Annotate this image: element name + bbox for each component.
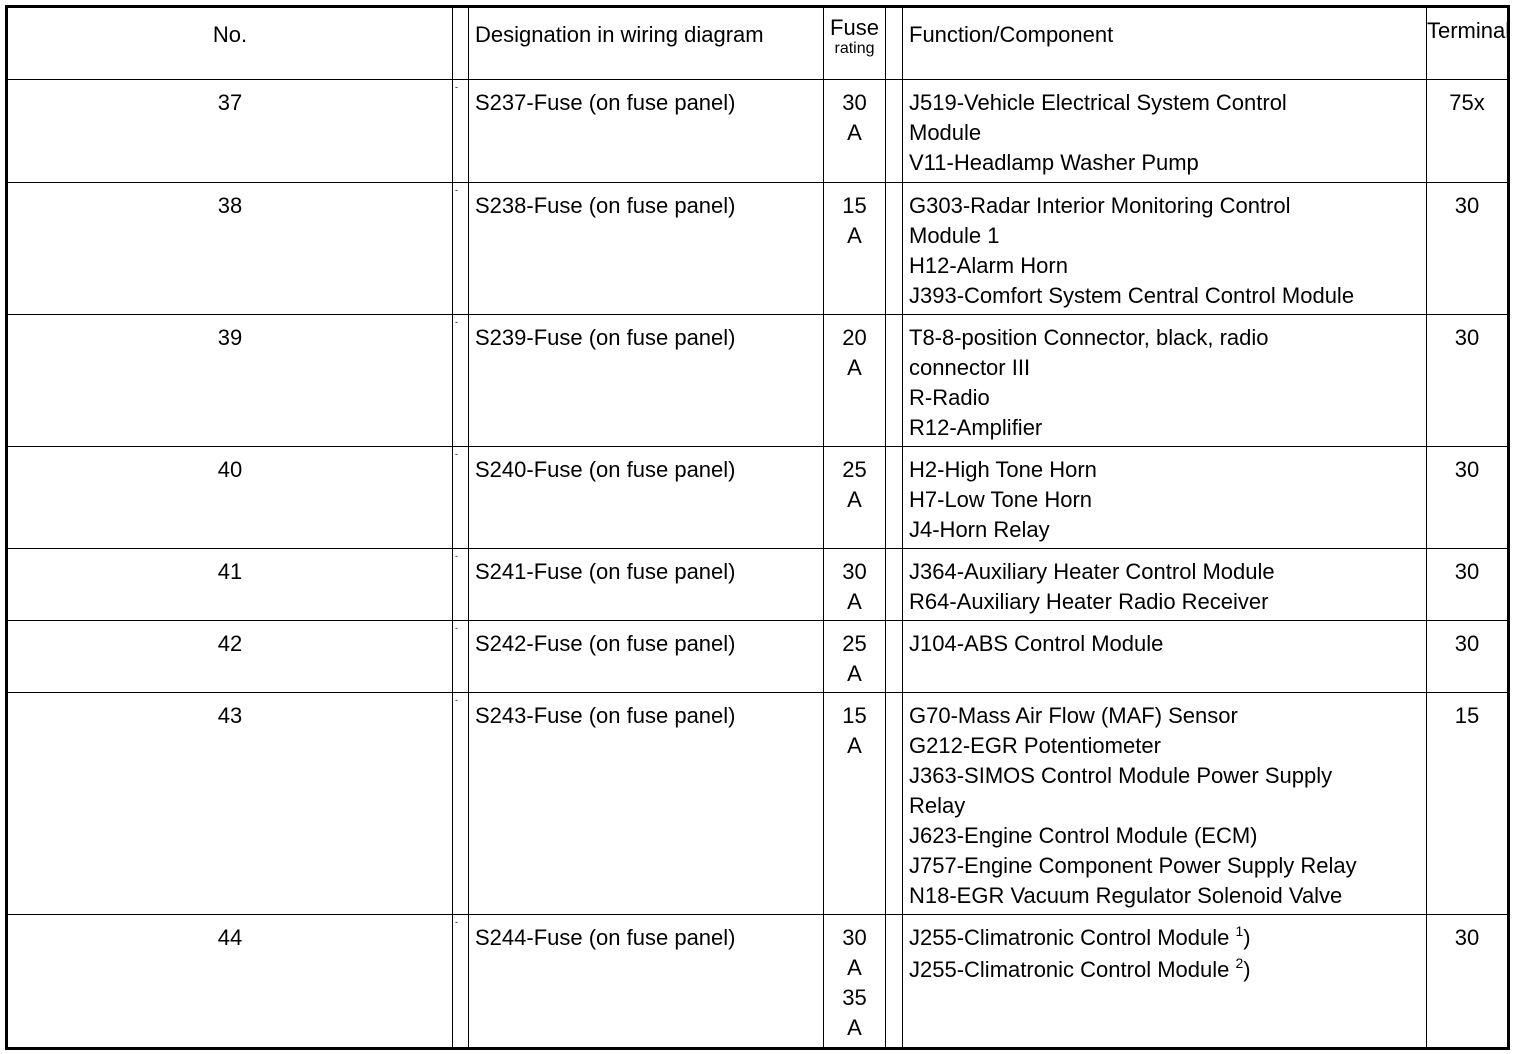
row-separator [453,549,469,621]
row-separator [453,915,469,1049]
designation-cell: S244-Fuse (on fuse panel) [469,915,824,1049]
table-row [7,183,1509,315]
component-tail: ) [1243,957,1251,982]
component-line [909,191,1426,221]
row-number: 44 [7,915,453,1049]
component-text: J519-Vehicle Electrical System Control [909,90,1287,115]
separator-mark: - [455,917,458,927]
row-separator [453,80,469,183]
designation-cell: S238-Fuse (on fuse panel) [469,183,824,315]
component-text: R-Radio [909,385,990,410]
row-separator [453,621,469,693]
designation-cell: S241-Fuse (on fuse panel) [469,549,824,621]
row-separator [453,447,469,549]
component-line [909,629,1426,659]
component-line [909,353,1426,383]
terminal-cell: 30 [1427,915,1509,1049]
header-no: No. [7,7,453,80]
row-separator [453,693,469,915]
component-line [909,383,1426,413]
fuse-rating-cell [824,315,886,447]
component-text: J393-Comfort System Central Control Module [909,283,1355,308]
component-text: H7-Low Tone Horn [909,487,1093,512]
table-row [7,915,1509,1049]
fuse-rating-line: 25 [842,631,867,656]
component-text: connector III [909,355,1031,380]
function-cell [903,915,1427,1049]
fuse-rating-line: A [847,955,862,980]
fuse-rating-line: A [847,1015,862,1040]
header-function: Function/Component [903,7,1427,80]
designation-cell: S239-Fuse (on fuse panel) [469,315,824,447]
component-text: R64-Auxiliary Heater Radio Receiver [909,589,1269,614]
component-text: J364-Auxiliary Heater Control Module [909,559,1275,584]
footnote-marker: 2 [1235,955,1244,971]
table-row [7,80,1509,183]
component-text: J623-Engine Control Module (ECM) [909,823,1258,848]
row-separator-2 [886,621,903,693]
row-number: 41 [7,549,453,621]
fuse-rating-line: 25 [842,457,867,482]
row-separator-2 [886,80,903,183]
table-row [7,621,1509,693]
row-number: 40 [7,447,453,549]
fuse-rating-line: 20 [842,325,867,350]
component-text: G212-EGR Potentiometer [909,733,1161,758]
terminal-cell: 15 [1427,693,1509,915]
component-text: V11-Headlamp Washer Pump [909,150,1199,175]
header-separator [453,7,469,80]
component-line [909,281,1426,311]
component-text: H2-High Tone Horn [909,457,1097,482]
component-line [909,851,1426,881]
component-text: H12-Alarm Horn [909,253,1068,278]
fuse-rating-line: A [847,120,862,145]
header-fuse-rating [824,7,886,80]
row-separator-2 [886,315,903,447]
component-line [909,587,1426,617]
designation-cell: S242-Fuse (on fuse panel) [469,621,824,693]
table-row [7,549,1509,621]
component-line [909,413,1426,443]
component-line [909,118,1426,148]
component-line [909,791,1426,821]
header-terminal: Terminal [1427,7,1509,80]
function-cell [903,549,1427,621]
component-text: N18-EGR Vacuum Regulator Solenoid Valve [909,883,1343,908]
component-line [909,515,1426,545]
row-number: 39 [7,315,453,447]
component-text: J4-Horn Relay [909,517,1050,542]
component-text: J363-SIMOS Control Module Power Supply [909,763,1333,788]
component-line [909,148,1426,178]
separator-mark: - [455,317,458,327]
component-line [909,323,1426,353]
terminal-cell: 30 [1427,549,1509,621]
fuse-rating-line: A [847,589,862,614]
fuse-table [5,5,1510,1050]
row-number: 43 [7,693,453,915]
separator-mark: - [455,551,458,561]
row-separator-2 [886,915,903,1049]
fuse-rating-line: A [847,661,862,686]
component-line [909,557,1426,587]
fuse-rating-cell [824,80,886,183]
table-row [7,315,1509,447]
component-text: J104-ABS Control Module [909,631,1164,656]
fuse-rating-line: 15 [842,193,867,218]
table-row [7,693,1509,915]
designation-cell: S240-Fuse (on fuse panel) [469,447,824,549]
terminal-cell: 30 [1427,621,1509,693]
function-cell [903,315,1427,447]
component-line [909,955,1426,987]
separator-mark: - [455,695,458,705]
fuse-rating-line: 35 [842,985,867,1010]
fuse-rating-cell [824,447,886,549]
component-text: T8-8-position Connector, black, radio [909,325,1269,350]
component-text: J757-Engine Component Power Supply Relay [909,853,1357,878]
fuse-rating-line: 15 [842,703,867,728]
fuse-rating-cell [824,621,886,693]
component-tail: ) [1243,925,1251,950]
fuse-rating-cell [824,183,886,315]
component-text: G70-Mass Air Flow (MAF) Sensor [909,703,1238,728]
fuse-rating-line: 30 [842,925,867,950]
fuse-rating-line: A [847,223,862,248]
function-cell [903,183,1427,315]
row-separator [453,183,469,315]
function-cell [903,693,1427,915]
component-text: J255-Climatronic Control Module [909,925,1236,950]
row-number: 38 [7,183,453,315]
terminal-cell: 30 [1427,447,1509,549]
row-separator-2 [886,183,903,315]
component-line [909,485,1426,515]
component-line [909,701,1426,731]
component-line [909,251,1426,281]
row-separator-2 [886,693,903,915]
component-line [909,221,1426,251]
separator-mark: - [455,185,458,195]
fuse-rating-line: 30 [842,90,867,115]
designation-cell: S243-Fuse (on fuse panel) [469,693,824,915]
component-line [909,821,1426,851]
separator-mark: - [455,623,458,633]
component-line [909,761,1426,791]
function-cell [903,80,1427,183]
terminal-cell: 75x [1427,80,1509,183]
row-separator-2 [886,549,903,621]
component-text: J255-Climatronic Control Module [909,957,1236,982]
fuse-rating-line: A [847,355,862,380]
fuse-rating-cell [824,915,886,1049]
row-number: 42 [7,621,453,693]
component-line [909,731,1426,761]
component-line [909,881,1426,911]
component-text: Module [909,120,982,145]
fuse-rating-line: 30 [842,559,867,584]
header-fuse-label: Fuse [830,15,879,40]
designation-cell: S237-Fuse (on fuse panel) [469,80,824,183]
terminal-cell: 30 [1427,315,1509,447]
fuse-rating-cell [824,549,886,621]
terminal-cell: 30 [1427,183,1509,315]
header-rating-label: rating [834,40,875,57]
header-separator-2 [886,7,903,80]
row-number: 37 [7,80,453,183]
table-row [7,447,1509,549]
separator-mark: - [455,449,458,459]
component-text: Module 1 [909,223,1000,248]
component-line [909,455,1426,485]
header-designation: Designation in wiring diagram [469,7,824,80]
fuse-rating-cell [824,693,886,915]
component-line [909,88,1426,118]
component-text: G303-Radar Interior Monitoring Control [909,193,1291,218]
separator-mark: - [455,82,458,92]
component-text: Relay [909,793,966,818]
row-separator [453,315,469,447]
component-line [909,923,1426,955]
header-row [7,7,1509,80]
component-text: R12-Amplifier [909,415,1043,440]
fuse-rating-line: A [847,733,862,758]
fuse-rating-line: A [847,487,862,512]
function-cell [903,621,1427,693]
footnote-marker: 1 [1235,923,1244,939]
function-cell [903,447,1427,549]
row-separator-2 [886,447,903,549]
